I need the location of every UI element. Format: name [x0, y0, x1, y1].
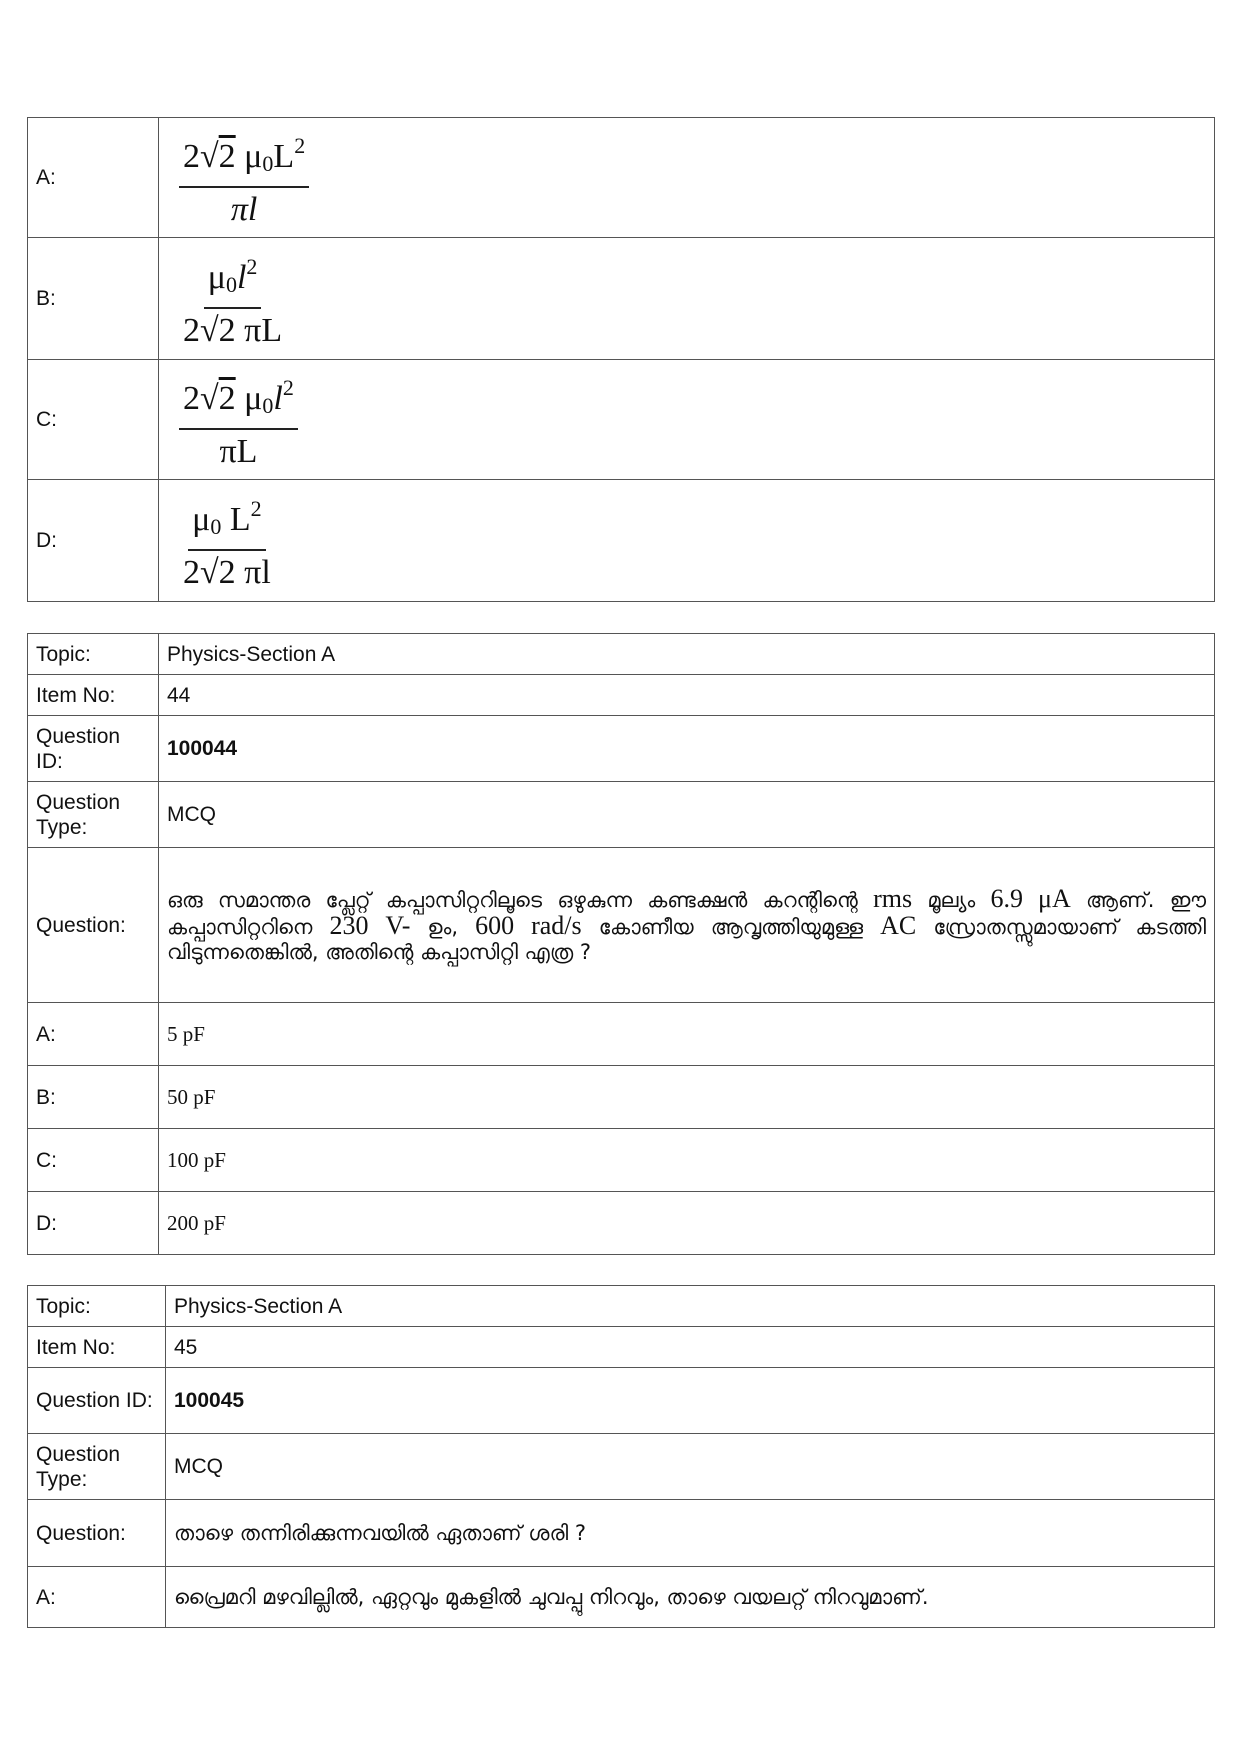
- option-formula: [159, 118, 1215, 238]
- option-row-d: [28, 480, 1215, 602]
- topic-row: [28, 1286, 1215, 1327]
- option-label: A:: [28, 1003, 159, 1066]
- fraction: $\frac{2√2 \mu_0l^2}{\pi L}$: [179, 368, 298, 472]
- topic-value: Physics-Section A: [166, 1286, 1215, 1327]
- question-type-row: [28, 782, 1215, 848]
- option-row-a: [28, 118, 1215, 238]
- topic-label: Topic:: [28, 1286, 166, 1327]
- question-id-row: [28, 1368, 1215, 1434]
- topic-label: Topic:: [28, 634, 159, 675]
- option-row-c: [28, 360, 1215, 480]
- question-type-label: Question Type:: [28, 1434, 166, 1500]
- question-label: Question:: [28, 1500, 166, 1567]
- option-row-d: [28, 1192, 1215, 1255]
- option-label: C:: [28, 1129, 159, 1192]
- question-id-value: 100045: [166, 1368, 1215, 1434]
- option-label: B:: [28, 1066, 159, 1129]
- question-type-value: MCQ: [166, 1434, 1215, 1500]
- fraction: $\frac{\mu_0 L^2}{2√2 \pi l}$: [179, 489, 275, 593]
- option-value: 50 pF: [159, 1066, 1215, 1129]
- item-row: [28, 1327, 1215, 1368]
- option-label: A:: [28, 118, 159, 238]
- item-row: [28, 675, 1215, 716]
- option-label: C:: [28, 360, 159, 480]
- option-value: 200 pF: [159, 1192, 1215, 1255]
- question-45-table: [27, 1285, 1215, 1628]
- fraction: $\frac{\mu_0l^2}{2√2 \pi L}$: [179, 247, 286, 351]
- previous-question-options-table: [27, 117, 1215, 602]
- option-value: 5 pF: [159, 1003, 1215, 1066]
- item-label: Item No:: [28, 675, 159, 716]
- question-row: [28, 1500, 1215, 1567]
- option-value: പ്രൈമറി മഴവില്ലിൽ, ഏറ്റവും മുകളിൽ ചുവപ്പു നിറവും, താഴെ വയലറ്റ് നിറവുമാണ്.: [166, 1567, 1215, 1628]
- option-formula: [159, 360, 1215, 480]
- option-label: A:: [28, 1567, 166, 1628]
- option-row-a: [28, 1567, 1215, 1628]
- topic-row: [28, 634, 1215, 675]
- item-value: 45: [166, 1327, 1215, 1368]
- question-44-table: [27, 633, 1215, 1255]
- item-label: Item No:: [28, 1327, 166, 1368]
- question-text: ഒരു സമാന്തര പ്ലേറ്റ് കപ്പാസിറ്ററിലൂടെ ഒഴുകുന്ന കണ്ടക്ഷൻ കറന്റിന്റെ rms മൂല്യം 6.9 μA ആണ്. ഈ കപ്പാസിറ്ററിനെ 230 V- ഉം, 600 rad/s കോണീയ ആവൃത്തിയുമുള്ള AC സ്രോതസ്സുമായാണ് കടത്തി വിടുന്നതെങ്കിൽ, അതിന്റെ കപ്പാസിറ്റി എത്ര ?: [159, 848, 1215, 1003]
- question-type-value: MCQ: [159, 782, 1215, 848]
- question-row: [28, 848, 1215, 1003]
- question-id-row: [28, 716, 1215, 782]
- option-row-b: [28, 238, 1215, 360]
- option-label: D:: [28, 480, 159, 602]
- option-value: 100 pF: [159, 1129, 1215, 1192]
- option-row-c: [28, 1129, 1215, 1192]
- option-row-b: [28, 1066, 1215, 1129]
- question-type-label: Question Type:: [28, 782, 159, 848]
- question-id-label: Question ID:: [28, 1368, 166, 1434]
- option-formula: [159, 480, 1215, 602]
- topic-value: Physics-Section A: [159, 634, 1215, 675]
- question-text: താഴെ തന്നിരിക്കുന്നവയിൽ ഏതാണ് ശരി ?: [166, 1500, 1215, 1567]
- option-label: D:: [28, 1192, 159, 1255]
- question-id-value: 100044: [159, 716, 1215, 782]
- item-value: 44: [159, 675, 1215, 716]
- option-row-a: [28, 1003, 1215, 1066]
- option-label: B:: [28, 238, 159, 360]
- question-type-row: [28, 1434, 1215, 1500]
- fraction: $\frac{2√2 \mu_0L^2}{\pi l}$: [179, 126, 309, 230]
- question-label: Question:: [28, 848, 159, 1003]
- question-id-label: Question ID:: [28, 716, 159, 782]
- option-formula: [159, 238, 1215, 360]
